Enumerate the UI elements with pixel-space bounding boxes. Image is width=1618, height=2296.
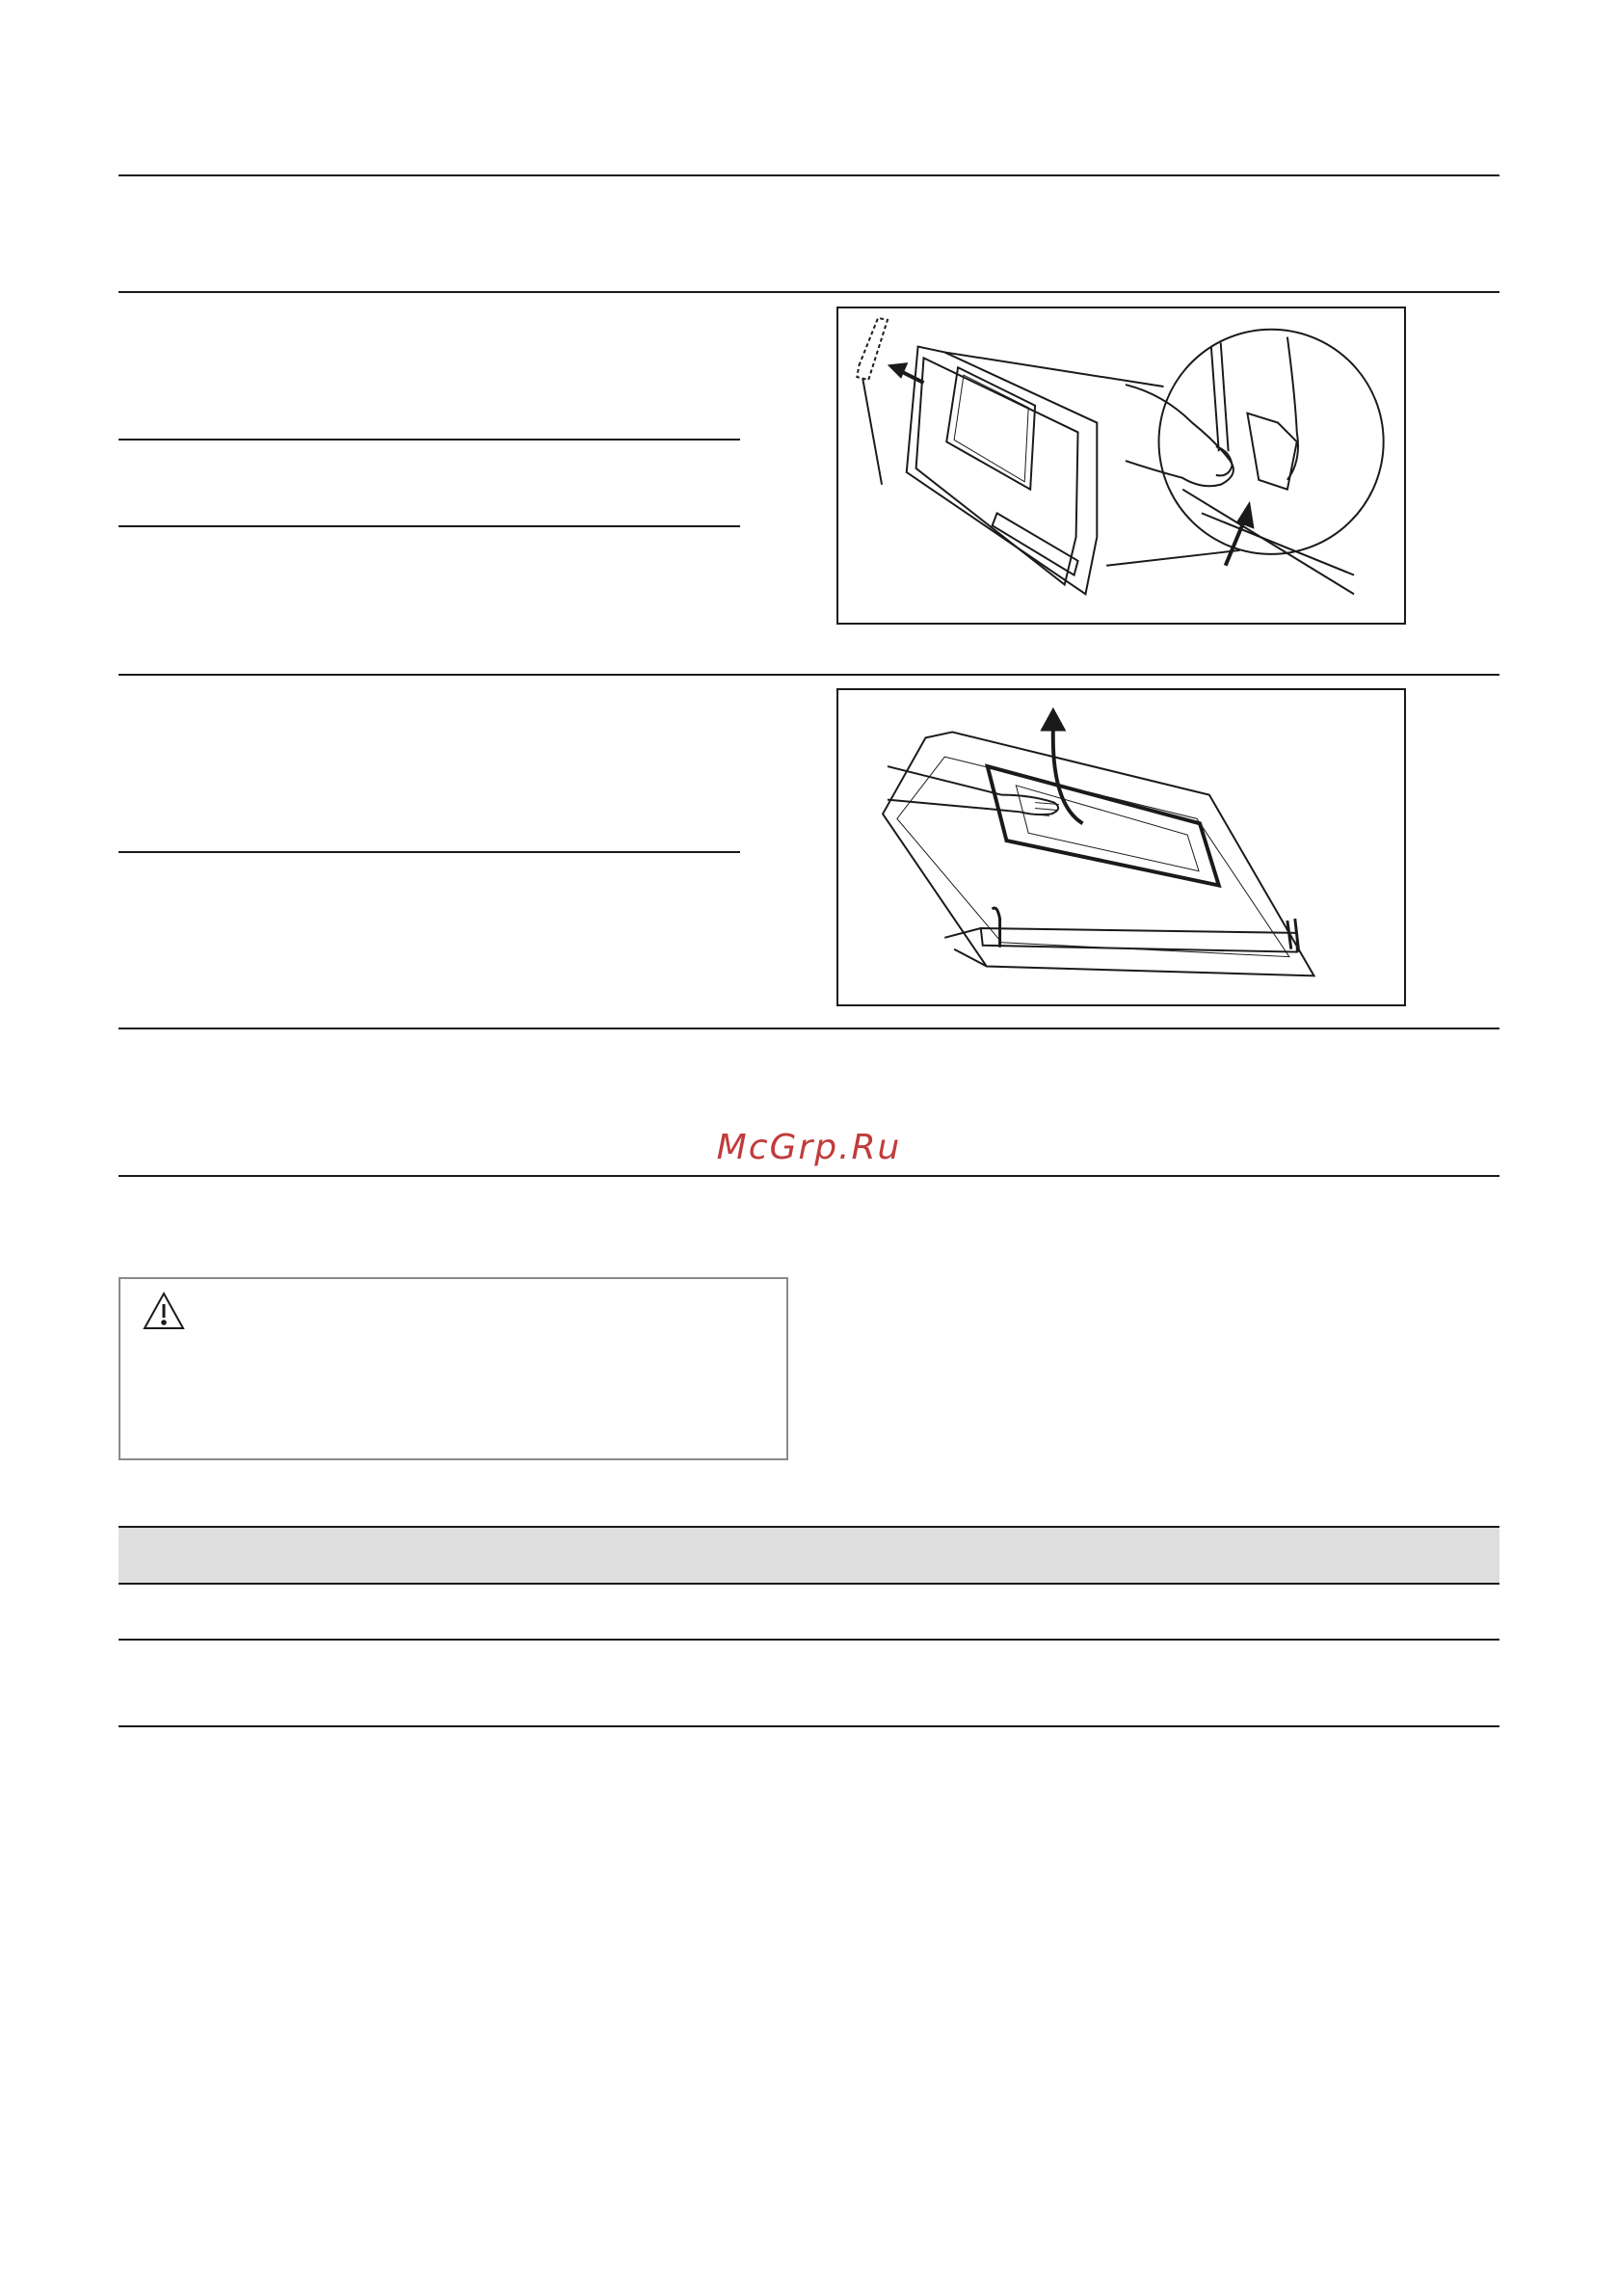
hand-icon: [888, 766, 1059, 815]
curved-arrow-up-icon: [1042, 709, 1082, 824]
step-rule: [119, 439, 740, 441]
callout-line: [862, 379, 882, 485]
arrow-up-left-icon: [889, 363, 924, 383]
section-rule: [119, 1028, 1499, 1029]
door-panel-icon: [907, 347, 1098, 595]
warning-box: [119, 1277, 788, 1460]
step-rule: [119, 851, 740, 853]
magnifier-inset-icon: [944, 330, 1383, 595]
step-rule: [119, 525, 740, 527]
section-rule: [119, 174, 1499, 176]
hinge-right-icon: [1287, 919, 1299, 952]
watermark: McGrp.Ru: [716, 1128, 902, 1167]
section-rule: [119, 674, 1499, 676]
oven-door-icon: [883, 732, 1314, 975]
table-rule: [119, 1639, 1499, 1641]
section-rule: [119, 291, 1499, 293]
dashed-panel-outline: [857, 318, 888, 380]
table-rule: [119, 1725, 1499, 1727]
warning-triangle-icon: [142, 1291, 186, 1331]
door-lift-figure: [836, 688, 1406, 1006]
arrow-up-icon: [1226, 504, 1254, 566]
table-header: [119, 1526, 1499, 1585]
section-rule: [119, 1175, 1499, 1177]
door-glass-removal-figure: [836, 307, 1406, 625]
